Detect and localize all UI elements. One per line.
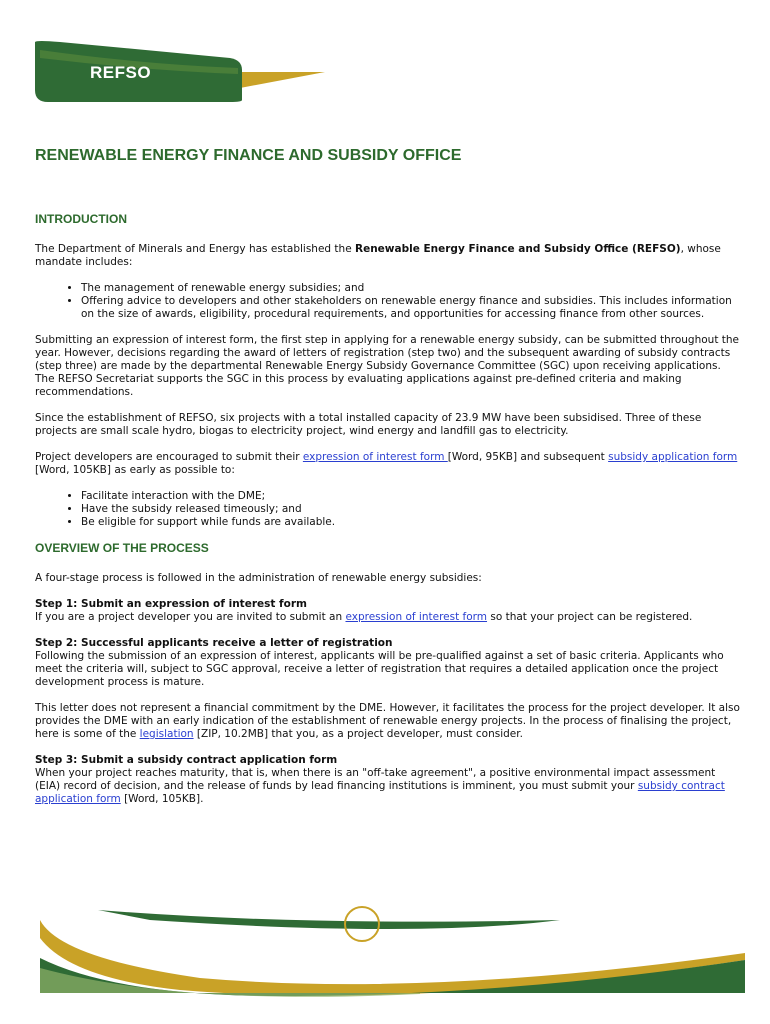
encourage-paragraph: [35, 451, 740, 477]
refso-bold-name: Renewable Energy Finance and Subsidy Office (REFSO): [355, 243, 681, 255]
step-1-text-post: so that your project can be registered.: [487, 611, 693, 623]
benefit-list: [35, 490, 740, 529]
expression-of-interest-link[interactable]: expression of interest form: [302, 451, 448, 463]
step-1-text-pre: If you are a project developer you are invited to submit an: [35, 611, 346, 623]
footer-thin-swoosh: [98, 910, 560, 929]
logo-text: REFSO: [90, 63, 152, 82]
encourage-text-pre: Project developers are encouraged to submit their: [35, 451, 303, 463]
mandate-list: [35, 282, 740, 321]
intro-paragraph: [35, 243, 740, 269]
step-2-letter-post: [ZIP, 10.2MB] that you, as a project developer, must consider.: [193, 728, 523, 740]
list-item: • Facilitate interaction with the DME;: [81, 490, 740, 503]
step-3-text: [35, 767, 740, 806]
page-title: RENEWABLE ENERGY FINANCE AND SUBSIDY OFFICE: [35, 147, 462, 164]
intro-heading: INTRODUCTION: [35, 212, 127, 226]
step-2: [35, 637, 740, 689]
projects-paragraph: Since the establishment of REFSO, six projects with a total installed capacity of 23.9 MW have been subsidised. Three of these projects are small scale hydro, biogas to electricity project, wind energy and landfill gas to electricity.: [35, 412, 702, 437]
step-3: [35, 754, 740, 806]
subsidy-contract-link[interactable]: subsidy contract application form: [35, 780, 725, 805]
step-2-title: Step 2: Successful applicants receive a letter of registration: [35, 637, 393, 649]
subsidy-application-link[interactable]: subsidy application form: [608, 451, 738, 463]
eoi-paragraph: Submitting an expression of interest form, the first step in applying for a renewable energy subsidy, can be submitted throughout the year. However, decisions regarding the award of letters of registration (step two) and the subsequent awarding of subsidy contracts (step three) are made by the departmental Renewable Energy Subsidy Governance Committee (SGC) upon receiving applications. The REFSO Secretariat supports the SGC in this process by evaluating applications against pre-defined criteria and making recommendations.: [35, 334, 740, 398]
list-item: • Be eligible for support while funds are available.: [81, 516, 740, 529]
list-item: • Have the subsidy released timeously; and: [81, 503, 740, 516]
overview-heading: OVERVIEW OF THE PROCESS: [35, 541, 209, 555]
step-3-text-pre: When your project reaches maturity, that is, when there is an "off-take agreement", a positive environmental impact assessment (EIA) record of decision, and the release of funds by lead financing institutions is imminent, you must submit your: [35, 767, 716, 792]
main-content: [35, 213, 740, 819]
encourage-text-mid: [Word, 95KB] and subsequent: [447, 451, 609, 463]
step-1-eoi-link[interactable]: expression of interest form: [345, 611, 488, 623]
overview-intro: A four-stage process is followed in the administration of renewable energy subsidies:: [35, 572, 482, 584]
list-item: • Offering advice to developers and other stakeholders on renewable energy finance and subsidies. This includes information on the size of awards, eligibility, procedural requirements, and opportunities for accessing finance from other sources.: [81, 295, 740, 321]
step-3-title: Step 3: Submit a subsidy contract application form: [35, 754, 338, 766]
step-3-text-post: [Word, 105KB].: [120, 793, 204, 805]
header-banner: [0, 30, 340, 120]
legislation-link[interactable]: legislation: [139, 728, 194, 740]
step-2-letter-pre: This letter does not represent a financial commitment by the DME. However, it facilitates the process for the project developer. It also provides the DME with an early indication of the establishment of renewable energy projects. In the process of finalising the project, here is some of the: [35, 702, 740, 740]
step-1: [35, 598, 740, 624]
step-1-title: Step 1: Submit an expression of interest form: [35, 598, 307, 610]
encourage-text-post: [Word, 105KB] as early as possible to:: [35, 464, 235, 476]
step-1-text: [35, 611, 740, 624]
step-2-letter-paragraph: [35, 702, 740, 741]
list-item: • The management of renewable energy subsidies; and: [81, 282, 740, 295]
step-2-text: Following the submission of an expression of interest, applicants will be pre-qualified against a set of basic criteria. Applicants who meet the criteria will, subject to SGC approval, receive a letter of registration that requires a detailed application once the project development process is mature.: [35, 650, 724, 688]
footer-decoration: [0, 898, 770, 1024]
intro-text-post: , whose mandate includes:: [35, 243, 721, 268]
intro-text-pre: The Department of Minerals and Energy has established the: [35, 243, 355, 255]
